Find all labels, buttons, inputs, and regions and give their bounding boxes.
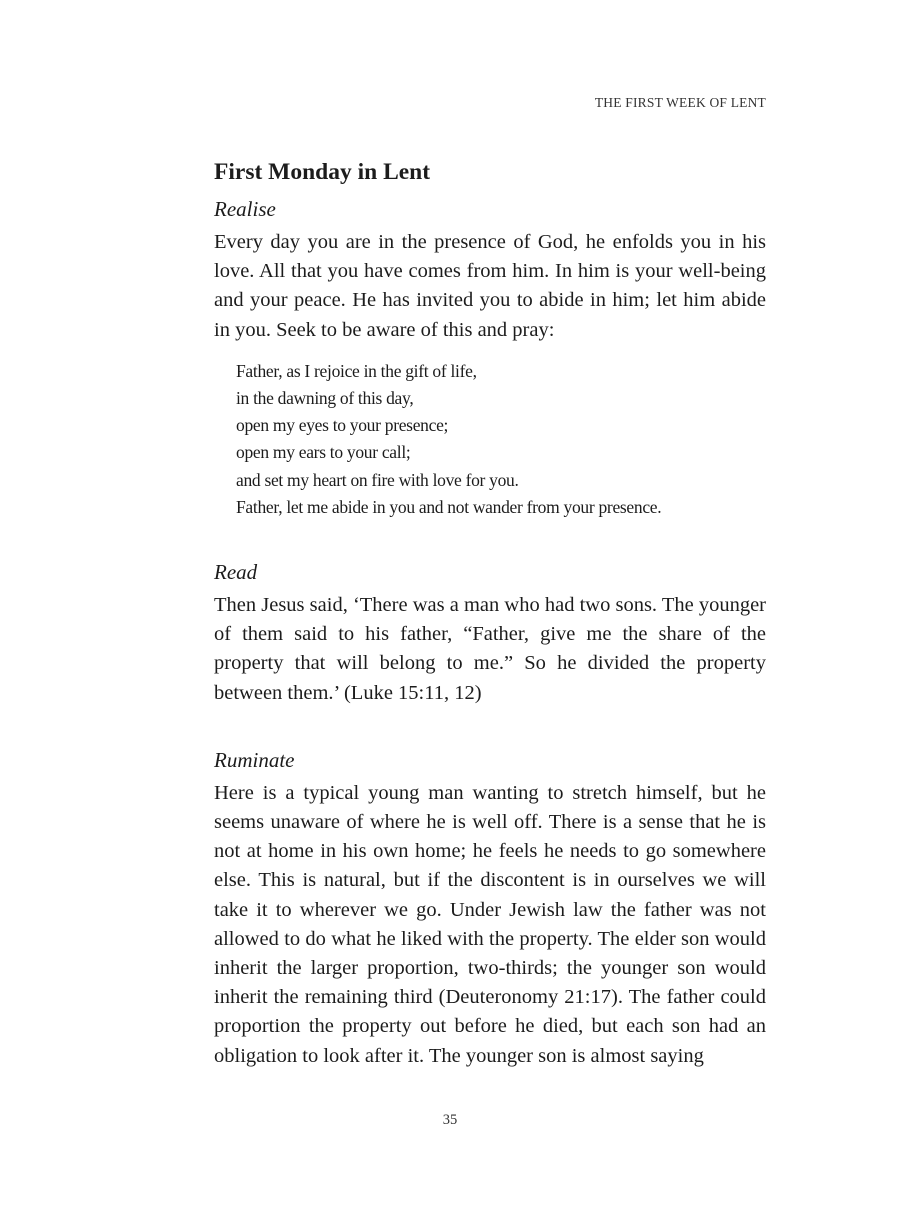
prayer-verse (236, 358, 766, 521)
ruminate-paragraph: Here is a typical young man wanting to stretch himself, but he seems unaware of where he is well off. There is a sense that he is not at home in his own home; he feels he needs to go somewhere else. This is natural, but if the discontent is in ourselves we will take it to wherever we go. Under Jewish law the father was not allowed to do what he liked with the property. The elder son would inherit the larger proportion, two-thirds; the younger son would inherit the remaining third (Deuteronomy 21:17). The father could proportion the property out before he died, but each son had an obligation to look after it. The younger son is almost saying (214, 781, 766, 1067)
page-content (214, 155, 766, 1071)
running-head: THE FIRST WEEK OF LENT (594, 95, 766, 110)
realise-paragraph: Every day you are in the presence of God, he enfolds you in his love. All that you have comes from him. In him is your well-being and your peace. He has invited you to abide in him; let him abide in you. Seek to be aware of this and pray: (214, 231, 766, 341)
section-label-ruminate: Ruminate (214, 747, 295, 772)
section-ruminate (214, 746, 766, 1071)
prayer-line: Father, as I rejoice in the gift of life, (236, 360, 477, 381)
section-read (214, 558, 766, 708)
read-paragraph: Then Jesus said, ‘There was a man who had two sons. The younger of them said to his father, “Father, give me the share of the property that will belong to me.” So he divided the property between them.’ (Luke 15:11, 12) (214, 594, 766, 704)
prayer-line: open my ears to your call; (236, 442, 411, 463)
prayer-line: Father, let me abide in you and not wander from your presence. (236, 496, 662, 517)
section-label-realise: Realise (214, 197, 276, 221)
prayer-line: open my eyes to your presence; (236, 415, 449, 436)
section-realise (214, 195, 766, 521)
prayer-line: and set my heart on fire with love for you. (236, 469, 519, 490)
page-number: 35 (442, 1112, 458, 1128)
section-label-read: Read (214, 560, 258, 585)
prayer-line: in the dawning of this day, (236, 388, 414, 409)
page-title: First Monday in Lent (214, 159, 431, 185)
